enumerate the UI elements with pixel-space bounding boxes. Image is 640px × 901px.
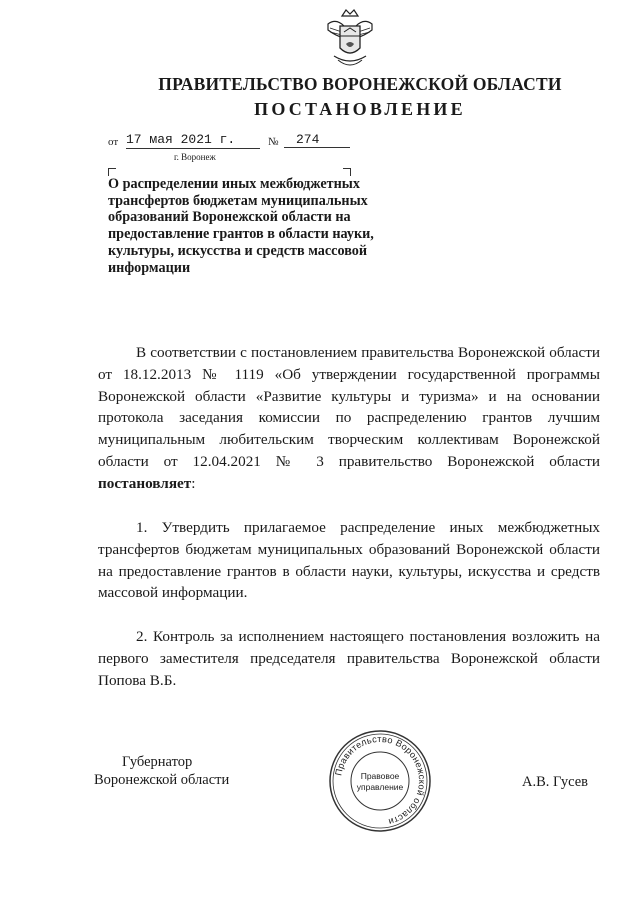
signatory-region: Воронежской области	[94, 772, 230, 788]
resolves-suffix: :	[191, 474, 196, 492]
document-subject: О распределении иных межбюджетных трансфертов бюджетам муниципальных образований Воронежской области на предоставление грантов в области науки, культуры, искусства и средств массовой информации	[108, 176, 374, 276]
signatory-name: А.В. Гусев	[522, 774, 588, 790]
resolves-word: постановляет	[98, 474, 192, 492]
item-2-text: 2. Контроль за исполнением настоящего постановления возложить на первого заместителя председателя правительства Воронежской области Попова В.Б.	[98, 628, 600, 689]
stamp-center-line-1: Правовое	[360, 771, 400, 781]
preamble-text: В соответствии с постановлением правительства Воронежской области от 18.12.2013 № 1119 «Об утверждении государственной программы Воронежской области «Развитие культуры и туризма» и на основании протокола заседания комиссии по распределению грантов лучшим муниципальным любительским творческим коллективам Воронежской области от 12.04.2021 № 3 правительство Воронежской области	[98, 344, 600, 470]
city-label: г. Воронеж	[174, 152, 216, 162]
number-value: 274	[284, 132, 350, 148]
preamble-paragraph	[98, 342, 600, 495]
date-value: 17 мая 2021 г.	[126, 132, 260, 149]
number-field	[284, 132, 350, 148]
document-type: ПОСТАНОВЛЕНИЕ	[254, 99, 466, 119]
stamp-center-line-2: управление	[356, 782, 404, 792]
item-1-text: 1. Утвердить прилагаемое распределение иных межбюджетных трансфертов бюджетам муниципальных образований Воронежской области на предоставление грантов в области науки, культуры, искусства и средств массовой информации.	[98, 519, 600, 602]
government-title: ПРАВИТЕЛЬСТВО ВОРОНЕЖСКОЙ ОБЛАСТИ	[158, 74, 562, 94]
subject-bracket-left	[108, 168, 116, 176]
signatory-title: Губернатор	[122, 754, 193, 770]
coat-of-arms-icon	[322, 8, 378, 72]
stamp-ring-text: Правительство Воронежской области	[333, 733, 428, 828]
item-2-paragraph	[98, 626, 600, 691]
subject-bracket-right	[343, 168, 351, 176]
number-prefix: №	[268, 136, 279, 148]
date-field	[126, 132, 260, 149]
date-prefix: от	[108, 136, 119, 148]
item-1-paragraph	[98, 517, 600, 604]
legal-department-stamp	[328, 729, 432, 833]
